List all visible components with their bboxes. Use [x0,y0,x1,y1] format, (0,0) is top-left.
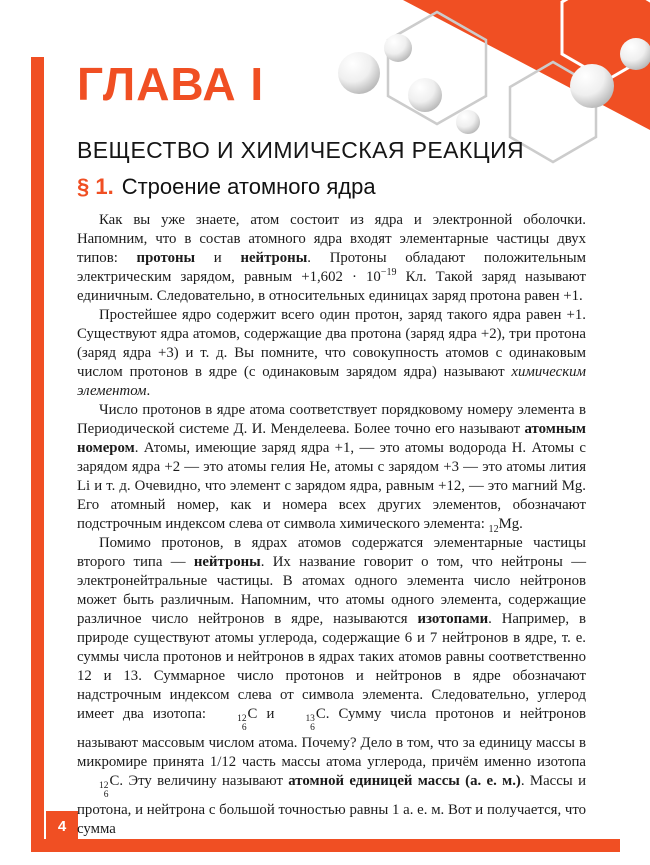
bottom-margin-bar [31,839,620,852]
orange-corner-shape [403,0,650,130]
paragraph-1: Как вы уже знаете, атом состоит из ядра и электронной оболочки. Напомним, что в состав атомного ядра входят элементарные частицы двух типов: протоны и нейтроны. Протоны обладают положительным электрическим зарядом, равным $+1,602 \cdot 10^{-19}$ Кл. Такой заряд называют единичным. Следовательно, в относительных единицах заряд протона равен +1. [77,212,586,304]
isotope-notation: 12 6 [99,780,109,801]
left-margin-bar [31,57,44,852]
section-heading [77,174,376,200]
molecule-sphere [338,52,380,94]
page-number-badge [46,811,78,842]
paragraph-4: Помимо протонов, в ядрах атомов содержатся элементарные частицы второго типа — нейтроны. Их название говорит о том, что нейтроны — электронейтральные частицы. В атомах одного элемента число нейтронов может быть различным. Напомним, что атомы одного элемента, содержащие различное число нейтронов в ядре, называются изотопами. Например, в природе существуют атомы углерода, содержащие 6 и 7 нейтронов в ядре, т. е. суммы числа протонов и нейтронов в ядрах таких атомов равны соответственно 12 и 13. Суммарное число протонов и нейтронов в ядре обозначают надстрочным индексом слева от символа элемента. Следовательно, углерод имеет два изотопа: 12 6 C и 13 6 C. Сумму числа протонов и нейтронов называют массовым числом атома. Почему? Дело в том, что за единицу массы в микромире принята 1/12 часть массы атома углерода, причём именно изотопа 12 6 C. Эту величину называют атомной единицей массы (а. е. м.). Массы и протона, и нейтрона с большой точностью равны 1 а. е. м. Вот и получается, что сумма [77,535,586,837]
chapter-label: ГЛАВА I [77,58,265,110]
molecule-sphere [384,34,412,62]
molecule-sphere [570,64,614,108]
molecule-sphere [456,110,480,134]
page-number: 4 [57,818,67,835]
body-text [77,211,586,839]
molecule-sphere [408,78,442,112]
paragraph-3: Число протонов в ядре атома соответствует порядковому номеру элемента в Периодической системе Д. И. Менделеева. Более точно его называют атомным номером. Атомы, имеющие заряд ядра +1, — это атомы водорода H. Атомы с зарядом ядра +2 — это атомы гелия He, атомы с зарядом +3 — это атомы лития Li и т. д. Очевидно, что элемент с зарядом ядра, равным +12, — это магний Mg. Его атомный номер, как и номера всех других элементов, обозначают подстрочным индексом слева от символа химического элемента: $_{12}$Mg. [77,402,586,535]
isotope-notation: 13 6 [305,713,315,734]
section-number: § 1. [77,174,114,199]
chapter-title: ВЕЩЕСТВО И ХИМИЧЕСКАЯ РЕАКЦИЯ [77,137,525,163]
paragraph-2: Простейшее ядро содержит всего один протон, заряд такого ядра равен +1. Существуют ядра атомов, содержащие два протона (заряд ядра +2), три протона (заряд ядра +3) и т. д. Вы помните, что совокупность атомов с одинаковым числом протонов в ядре (с одинаковым зарядом ядра) называют химическим элементом. [77,307,586,399]
isotope-notation: 12 6 [237,713,247,734]
section-title: Строение атомного ядра [121,174,376,199]
